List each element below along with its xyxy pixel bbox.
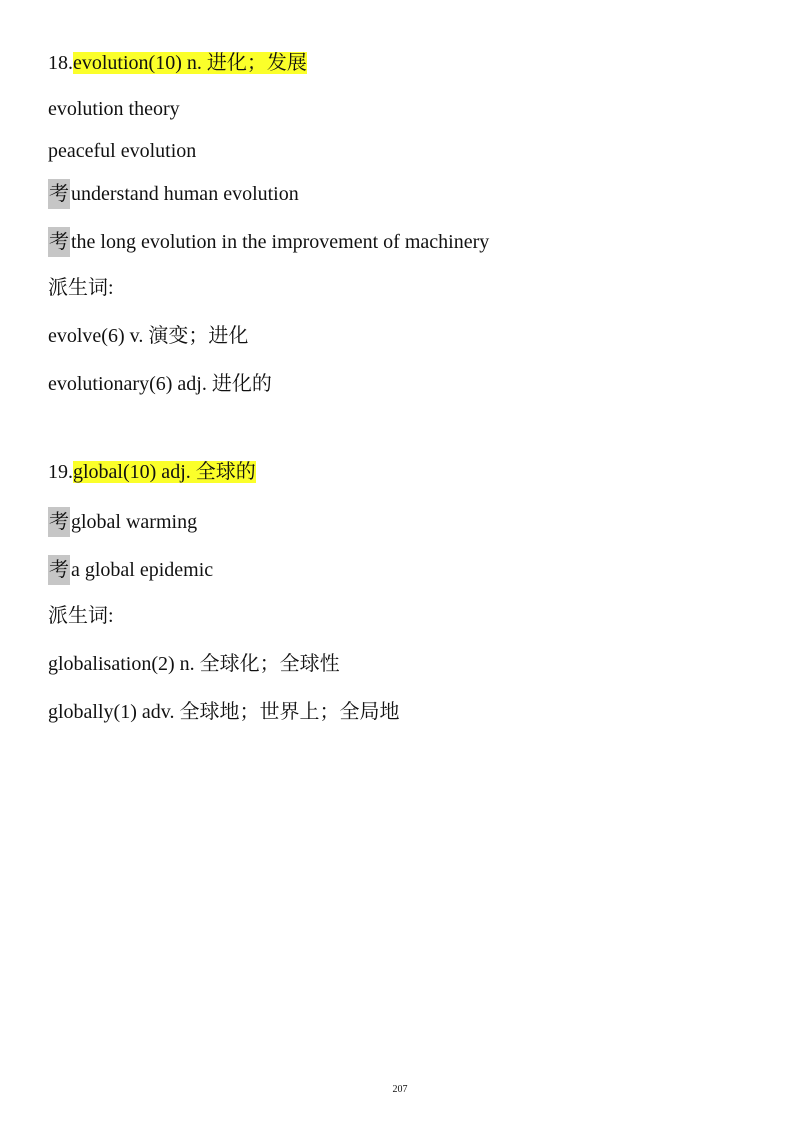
example-text: the long evolution in the improvement of machinery (71, 231, 490, 253)
example-phrase: evolution theory (48, 98, 180, 120)
headword-highlight: evolution(10) n. 进化；发展 (73, 52, 307, 74)
derivative-word: evolve(6) v. 演变；进化 (48, 325, 249, 347)
exam-marker: 考 (48, 179, 70, 209)
derivatives-label: 派生词: (48, 605, 114, 627)
example-phrase: peaceful evolution (48, 140, 197, 162)
exam-marker: 考 (48, 227, 70, 257)
exam-example-phrase (48, 507, 197, 537)
exam-example-phrase (48, 227, 489, 257)
derivatives-label: 派生词: (48, 277, 114, 299)
exam-marker: 考 (48, 507, 70, 537)
derivative-word: evolutionary(6) adj. 进化的 (48, 373, 272, 395)
example-text: understand human evolution (71, 183, 299, 205)
entry-number: 18. (48, 52, 73, 74)
entry-heading (48, 50, 307, 76)
exam-marker: 考 (48, 555, 70, 585)
exam-example-phrase (48, 555, 213, 585)
exam-example-phrase (48, 179, 299, 209)
page-number: 207 (392, 1084, 408, 1095)
headword-highlight: global(10) adj. 全球的 (73, 461, 256, 483)
entry-heading (48, 459, 256, 485)
derivative-word: globalisation(2) n. 全球化；全球性 (48, 653, 340, 675)
derivative-word: globally(1) adv. 全球地；世界上；全局地 (48, 701, 400, 723)
example-text: global warming (71, 511, 198, 533)
example-text: a global epidemic (71, 559, 214, 581)
entry-number: 19. (48, 461, 73, 483)
